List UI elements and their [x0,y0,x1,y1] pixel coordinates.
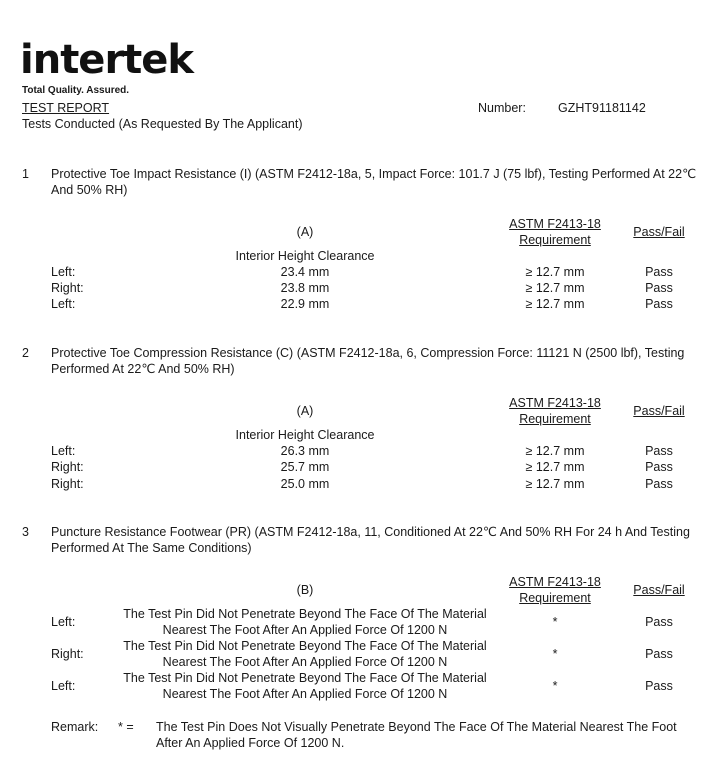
row-label: Right: [51,477,84,491]
row-value: 25.7 mm [280,460,330,474]
row-label: Right: [51,647,84,661]
section-title: Protective Toe Compression Resistance (C) (ASTM F2412-18a, 6, Compression Force: 11121 N (2500 lbf), Testing Performed At 22℃ And 50% RH) [51,346,685,376]
row-value: The Test Pin Did Not Penetrate Beyond The Face Of The Material Nearest The Foot After An Applied Force Of 1200 N [123,639,487,669]
requirement-header-line1: ASTM F2413-18 [509,396,601,410]
section-number: 1 [22,167,29,181]
row-label: Left: [51,265,76,279]
measure-label: Interior Height Clearance [235,249,375,263]
section-title: Puncture Resistance Footwear (PR) (ASTM F2412-18a, 11, Conditioned At 22℃ And 50% RH For 24 h And Testing Performed At The Same Conditions) [51,525,690,555]
requirement-header-line1: ASTM F2413-18 [509,575,601,589]
row-label: Left: [51,679,76,693]
pass-fail-header: Pass/Fail [633,404,685,418]
requirement-header-line2: Requirement [519,591,591,605]
intertek-logo: intertek [20,37,194,83]
row-value: 23.4 mm [280,265,330,279]
row-result: Pass [645,460,673,474]
report-subtitle: Tests Conducted (As Requested By The Applicant) [22,117,303,131]
row-requirement: * [552,647,558,661]
report-title: TEST REPORT [22,101,110,115]
remark-label: Remark: [51,720,99,734]
row-requirement: ≥ 12.7 mm [525,460,585,474]
remark-symbol: * = [118,720,134,734]
row-result: Pass [645,265,673,279]
row-requirement: ≥ 12.7 mm [525,477,585,491]
row-value: The Test Pin Did Not Penetrate Beyond The Face Of The Material Nearest The Foot After An Applied Force Of 1200 N [123,671,487,701]
row-label: Left: [51,615,76,629]
row-label: Right: [51,460,84,474]
row-result: Pass [645,297,673,311]
row-value: 25.0 mm [280,477,330,491]
row-requirement: ≥ 12.7 mm [525,297,585,311]
row-result: Pass [645,444,673,458]
column-b-header: (B) [296,583,314,597]
column-a-header: (A) [296,225,314,239]
row-result: Pass [645,647,673,661]
row-label: Left: [51,444,76,458]
logo-tagline: Total Quality. Assured. [22,85,130,96]
row-result: Pass [645,679,673,693]
row-value: 26.3 mm [280,444,330,458]
row-value: 22.9 mm [280,297,330,311]
row-requirement: ≥ 12.7 mm [525,265,585,279]
row-result: Pass [645,477,673,491]
requirement-header-line1: ASTM F2413-18 [509,217,601,231]
row-value: 23.8 mm [280,281,330,295]
section-number: 3 [22,525,29,539]
row-requirement: * [552,615,558,629]
row-result: Pass [645,615,673,629]
remark-text: The Test Pin Does Not Visually Penetrate Beyond The Face Of The Material Nearest The Foot After An Applied Force Of 1200 N. [156,720,677,750]
row-result: Pass [645,281,673,295]
report-number-value: GZHT91181142 [558,101,646,115]
column-a-header: (A) [296,404,314,418]
pass-fail-header: Pass/Fail [633,225,685,239]
row-label: Right: [51,281,84,295]
section-number: 2 [22,346,29,360]
pass-fail-header: Pass/Fail [633,583,685,597]
section-title: Protective Toe Impact Resistance (I) (ASTM F2412-18a, 5, Impact Force: 101.7 J (75 lbf), Testing Performed At 22℃ And 50% RH) [51,167,697,197]
row-value: The Test Pin Did Not Penetrate Beyond The Face Of The Material Nearest The Foot After An Applied Force Of 1200 N [123,607,487,637]
report-number-label: Number: [478,101,526,115]
requirement-header-line2: Requirement [519,233,591,247]
requirement-header-line2: Requirement [519,412,591,426]
measure-label: Interior Height Clearance [235,428,375,442]
row-label: Left: [51,297,76,311]
row-requirement: * [552,679,558,693]
row-requirement: ≥ 12.7 mm [525,444,585,458]
row-requirement: ≥ 12.7 mm [525,281,585,295]
